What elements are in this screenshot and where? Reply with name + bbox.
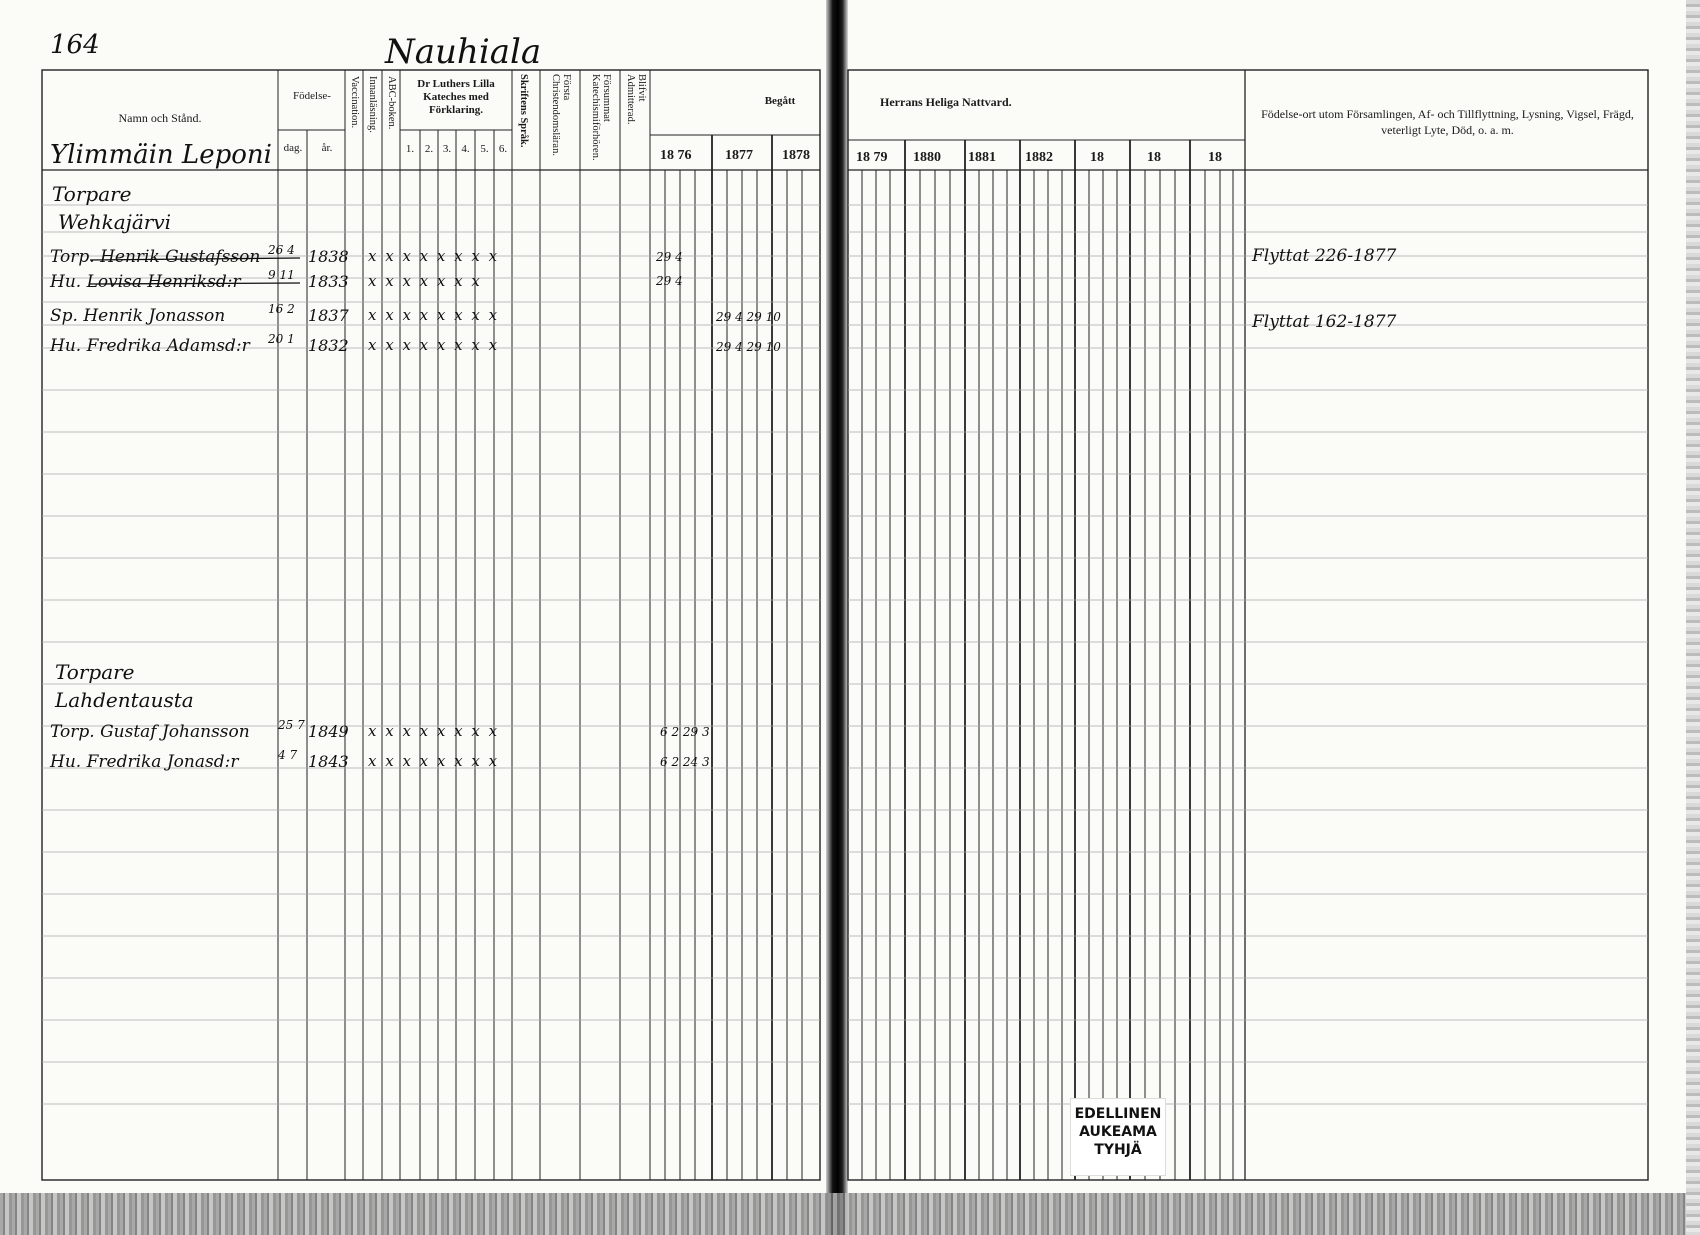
header-communion: Herrans Heliga Nattvard. [880, 95, 1012, 109]
person-exam: 6 2 24 3 [660, 755, 710, 769]
person-birth-year: 1849 [308, 722, 349, 741]
stamp-line: EDELLINEN [1074, 1106, 1162, 1122]
person-name: Torp. Henrik Gustafsson [50, 247, 261, 267]
note-moved-2: Flyttat 162-1877 [1252, 312, 1397, 332]
header-scripture: Skriftens Språk. [518, 74, 529, 148]
person-exam: 29 4 [656, 250, 683, 264]
header-reading: Innanläsning. [367, 76, 378, 133]
person-marks: x x x x x x x x [368, 336, 500, 354]
person-birth-day: 26 4 [268, 243, 295, 257]
person-exam: 29 4 29 10 [716, 340, 781, 354]
scan-artifact-edge [1686, 0, 1700, 1235]
header-notes: Födelse-ort utom Församlingen, Af- och Tillflyttning, Lysning, Vigsel, Frägd, veterligt Lyte, Död, o. a. m. [1261, 107, 1634, 137]
person-birth-year: 1843 [308, 752, 349, 771]
header-neglected: Försummat Katechismiförhören. [590, 74, 612, 161]
person-name: Hu. Fredrika Jonasd:r [50, 752, 239, 772]
place-type: Torpare [52, 182, 132, 206]
person-birth-year: 1832 [308, 336, 349, 355]
year-1878: 1878 [782, 148, 810, 163]
header-catechism: Dr Luthers Lilla Kateches med Förklaring. [417, 78, 495, 116]
person-marks: x x x x x x x x [368, 722, 500, 740]
person-birth-day: 25 7 [278, 718, 305, 732]
person-name: Sp. Henrik Jonasson [50, 306, 226, 326]
year-blank-2: 18 [1147, 150, 1161, 165]
header-cat-3: 3. [442, 143, 452, 155]
page-number: 164 [50, 30, 100, 60]
year-1881: 1881 [968, 150, 996, 165]
header-birth-year: år. [321, 142, 333, 154]
place-type: Torpare [55, 660, 135, 684]
person-marks: x x x x x x x x [368, 247, 500, 265]
header-examined: Begått [764, 95, 796, 107]
scan-artifact-bottom [0, 1193, 1700, 1235]
village-title: Nauhiala [385, 32, 542, 72]
header-cat-2: 2. [424, 143, 434, 155]
person-name: Torp. Gustaf Johansson [50, 722, 250, 742]
person-exam: 6 2 29 3 [660, 725, 710, 739]
person-name: Hu. Lovisa Henriksd:r [50, 272, 241, 292]
header-cat-6: 6. [498, 143, 508, 155]
header-cat-4: 4. [461, 143, 470, 155]
stamp-line: AUKEAMA [1079, 1124, 1157, 1140]
person-birth-day: 20 1 [268, 332, 295, 346]
header-christian: Första Christendomsläran. [550, 74, 572, 156]
household-name: Ylimmäin Leponi [50, 140, 272, 170]
person-marks: x x x x x x x x [368, 752, 500, 770]
year-1880: 1880 [913, 150, 941, 165]
header-birth-day: dag. [283, 142, 303, 154]
person-birth-year: 1833 [308, 272, 349, 291]
header-cat-5: 5. [480, 143, 489, 155]
person-marks: x x x x x x x [368, 272, 482, 290]
person-birth-day: 4 7 [278, 748, 298, 762]
person-birth-year: 1838 [308, 247, 349, 266]
place-name: Lahdentausta [55, 688, 194, 712]
person-birth-day: 16 2 [268, 302, 295, 316]
person-marks: x x x x x x x x [368, 306, 500, 324]
header-name: Namn och Stånd. [118, 111, 202, 125]
person-exam: 29 4 29 10 [716, 310, 781, 324]
year-blank-1: 18 [1090, 150, 1104, 165]
person-exam: 29 4 [656, 274, 683, 288]
empty-spread-stamp [1070, 1098, 1166, 1176]
note-moved-1: Flyttat 226-1877 [1252, 246, 1397, 266]
person-birth-day: 9 11 [268, 268, 295, 282]
header-abc: ABC-boken. [386, 76, 397, 130]
header-birth: Födelse- [293, 90, 331, 102]
year-blank-3: 18 [1208, 150, 1222, 165]
stamp-line: TYHJÄ [1094, 1142, 1142, 1158]
person-name: Hu. Fredrika Adamsd:r [50, 336, 250, 356]
year-1876: 18 76 [660, 148, 692, 163]
year-1882: 1882 [1025, 150, 1053, 165]
header-cat-1: 1. [405, 143, 415, 155]
header-vaccination: Vaccination. [349, 76, 360, 129]
year-1879: 18 79 [856, 150, 888, 165]
year-1877: 1877 [725, 148, 753, 163]
person-birth-year: 1837 [308, 306, 349, 325]
header-admitted: Blifvit Admitterad. [625, 74, 647, 125]
place-name: Wehkajärvi [58, 210, 172, 234]
